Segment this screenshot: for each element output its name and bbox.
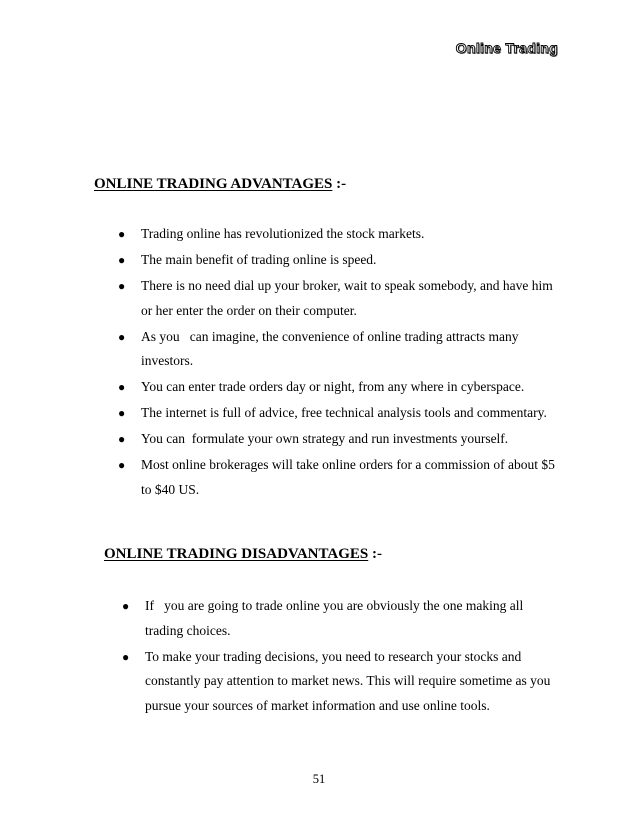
list-item-text: The main benefit of trading online is speed. bbox=[141, 251, 377, 267]
list-item-text: The internet is full of advice, free technical analysis tools and commentary. bbox=[141, 405, 547, 421]
list-item-text: Trading online has revolutionized the stock markets. bbox=[141, 226, 425, 241]
list-item bbox=[118, 325, 578, 374]
disadvantages-heading-suffix: :- bbox=[368, 546, 382, 562]
list-item-text: To make your trading decisions, you need to research your stocks and constantly pay attention to market news. This will require sometime as you pursue your sources of market information and use online tools. bbox=[145, 648, 551, 713]
advantages-heading-text: ONLINE TRADING ADVANTAGES bbox=[94, 176, 333, 192]
list-item bbox=[118, 453, 578, 502]
list-item-text: You can formulate your own strategy and run investments yourself. bbox=[141, 431, 509, 447]
running-header-title: Online Trading bbox=[455, 40, 558, 56]
list-item-text: There is no need dial up your broker, wait to speak somebody, and have him or her enter the order on their computer. bbox=[141, 277, 553, 318]
bullet-icon: ● bbox=[118, 458, 126, 473]
bullet-icon: ● bbox=[118, 252, 126, 267]
list-item-text: If you are going to trade online you are obviously the one making all trading choices. bbox=[145, 598, 524, 638]
advantages-list bbox=[118, 222, 578, 504]
advantages-heading-suffix: :- bbox=[332, 176, 347, 192]
list-item bbox=[122, 645, 552, 719]
bullet-icon: ● bbox=[118, 406, 126, 421]
bullet-icon: ● bbox=[118, 278, 126, 293]
list-item bbox=[118, 375, 578, 400]
disadvantages-list bbox=[122, 594, 552, 720]
list-item bbox=[118, 222, 578, 247]
list-item-text: Most online brokerages will take online orders for a commission of about $5 to $40 US. bbox=[141, 457, 555, 497]
advantages-heading bbox=[94, 176, 346, 193]
bullet-icon: ● bbox=[118, 380, 126, 395]
list-item bbox=[118, 401, 578, 426]
list-item-text: You can enter trade orders day or night, from any where in cyberspace. bbox=[141, 379, 525, 395]
disadvantages-heading-text: ONLINE TRADING DISADVANTAGES bbox=[104, 546, 369, 562]
list-item bbox=[122, 594, 552, 643]
bullet-icon: ● bbox=[118, 329, 126, 344]
bullet-icon: ● bbox=[122, 599, 130, 613]
page-number: 51 bbox=[312, 772, 326, 786]
bullet-icon: ● bbox=[118, 227, 126, 241]
bullet-icon: ● bbox=[122, 649, 130, 664]
list-item bbox=[118, 274, 578, 323]
list-item-text: As you can imagine, the convenience of online trading attracts many investors. bbox=[141, 328, 519, 369]
list-item bbox=[118, 248, 578, 273]
bullet-icon: ● bbox=[118, 432, 126, 447]
list-item bbox=[118, 427, 578, 452]
disadvantages-heading bbox=[104, 546, 382, 563]
